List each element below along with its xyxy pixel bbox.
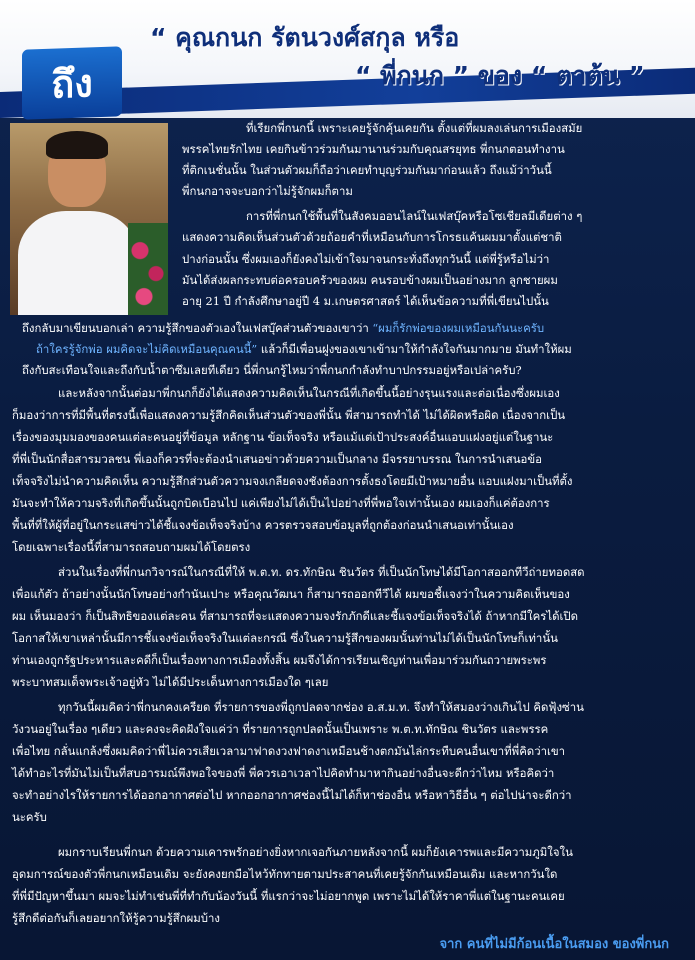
para4-line-5: ท่านเองถูกรัฐประหารและคดีก็เป็นเรื่องทางการเมืองทั้งสิ้น ผมจึงได้การเรียนเชิญท่านเพื่อมาร่วมกันถวายพระพร — [12, 653, 547, 667]
intro-line-4: พี่กนกอาจจะบอกว่าไม่รู้จักผมก็ตาม — [182, 184, 353, 198]
para4-line-4: โอกาสให้เขาเหล่านั้นมีการชี้แจงข้อเท็จจริงในแต่ละกรณี ซึ่งในความรู้สึกของผมนั้นท่านไม่ได้เป็นนักโทษก็เท่านั้น — [12, 631, 558, 645]
intro-line-8: มันได้ส่งผลกระทบต่อครอบครัวของผม คนรอบข้างผมเป็นอย่างมาก ลูกชายผม — [182, 273, 558, 287]
para5-line-3: เพื่อไทย กลั่นแกล้งซึ่งผมคิดว่าพี่ไม่ควรเสียเวลามาฟาดงวงฟาดงาเหมือนช้างตกมันไล่กระทืบคนอื่นเขาที่พี่คิดว่าเขา — [12, 744, 566, 758]
intro-line-3: ที่ติกเนชั่นนั้น ในส่วนตัวผมก็ถือว่าเคยทำบุญร่วมกันมาก่อนแล้ว ถึงแม้ว่าวันนี้ — [182, 163, 552, 177]
para3-line-3: เรื่องของมุมมองของคนแต่ละคนอยู่ที่ข้อมูล หลักฐาน ข้อเท็จจริง หรือแม้แต่เป้าประสงค์อื่นแอบแฝงอยู่แต่ในฐานะ — [12, 430, 554, 444]
photo-flowers — [128, 223, 168, 315]
para3-line-8: โดยเฉพาะเรื่องนี้ที่สามารถสอบถามผมได้โดยตรง — [12, 540, 251, 554]
para3-line-1: และหลังจากนั้นต่อมาพี่กนกก็ยังได้แสดงความคิดเห็นในกรณีที่เกิดขึ้นนี้อย่างรุนแรงและต่อเนื่องซึ่งผมเอง — [58, 386, 560, 400]
para3-line-4: ที่พี่เป็นนักสื่อสารมวลชน พี่เองก็ควรที่จะต้องนำเสนอข่าวด้วยความเป็นกลาง มีจรรยาบรรณ ในการนำเสนอข้อ — [12, 452, 543, 466]
intro-line-1: ที่เรียกพี่กนกนี้ เพราะเคยรู้จักคุ้นเคยกัน ตั้งแต่ที่ผมลงเล่นการเมืองสมัย — [246, 121, 583, 135]
para4-line-6: พระบาทสมเด็จพระเจ้าอยู่หัว ไม่ได้มีประเด็นทางการเมืองใด ๆเลย — [12, 675, 329, 689]
para3-line-5: เท็จจริงไม่นำความคิดเห็น ความรู้สึกส่วนตัวความจงเกลียดจงชังต้องการตั้งธงโดยมีเป้าหมายอื่น แอบแฝงมาเป็นที่ตั้ง — [12, 474, 573, 488]
para5-line-1: ทุกวันนี้ผมคิดว่าพี่กนกคงเครียด ที่รายการของพี่ถูกปลดจากช่อง อ.ส.ม.ท. จึงทำให้สมองว่างเกินไป คิดฟุ้งซ่าน — [58, 700, 584, 714]
para6-line-2: อุดมการณ์ของตัวพี่กนกเหมือนเดิม จะยังคงยกมือไหว้ทักทายตามประสาคนที่เคยรู้จักกันเหมือนเดิม และหากวันใด — [12, 867, 558, 881]
to-badge: ถึง — [22, 46, 122, 119]
para2-line-1 — [22, 318, 544, 339]
para5-line-2: วังวนอยู่ในเรื่อง ๆเดียว และคงจะคิดฝังใจแค่ว่า ที่รายการถูกปลดนั้นเป็นเพราะ พ.ต.ท.ทักษิณ ชินวัตร และพรรค — [12, 722, 549, 736]
intro-line-5: การที่พี่กนกใช้พื้นที่ในสังคมออนไลน์ในเฟสบุ๊คหรือโซเชียลมีเดียต่าง ๆ — [246, 209, 583, 223]
para3-line-2: ก็มองว่าการที่มีพื้นที่ตรงนี้เพื่อแสดงความรู้สึกคิดเห็นส่วนตัวของพี่นั้น พี่สามารถทำได้ ไม่ได้ผิดหรือผิด เนื่องจากเป็น — [12, 408, 566, 422]
para6-line-4: รู้สึกดีต่อกันก็เลยอยากให้รู้ความรู้สึกผมบ้าง — [12, 911, 220, 925]
son-quote-1: “ผมก็รักพ่อของผมเหมือนกันนะครับ — [372, 321, 545, 335]
para6-line-3: ที่พี่มีปัญหาขึ้นมา ผมจะไม่ทำเช่นพี่ที่ทำกับน้องวันนี้ ที่แรกว่าจะไม่อยากพูด เพราะไม่ได้ให้ราคาพี่แต่ในฐานะคนเคย — [12, 889, 565, 903]
para4-line-1: ส่วนในเรื่องที่พี่กนกวิจารณ์ในกรณีที่ให้ พ.ต.ท. ดร.ทักษิณ ชินวัตร ที่เป็นนักโทษได้มีโอกาสออกทีวีถ่ายทอดสด — [58, 565, 585, 579]
para3-line-7: พื้นที่ที่ให้ผู้ที่อยู่ในกระแสข่าวได้ชี้แจงข้อเท็จจริงบ้าง ควรตรวจสอบข้อมูลที่ถูกต้องก่อนนำเสนอเท่านั้นเอง — [12, 518, 514, 532]
signature: จาก คนที่ไม่มีก้อนเนื้อในสมอง ของพี่กนก — [439, 937, 669, 952]
para6-line-1: ผมกราบเรียนพี่กนก ด้วยความเคารพรักอย่างยิ่งหากเจอกันภายหลังจากนี้ ผมก็ยังเคารพและมีความภูมิใจใน — [58, 845, 573, 859]
para4-line-2: เพื่อแก้ตัว ถ้าอย่างนั้นนักโทษอย่างกำนันเปาะ หรือคุณวัฒนา ก็สามารถออกทีวีได้ ผมขอชี้แจงว่าในความคิดเห็นของ — [12, 587, 570, 601]
intro-line-2: พรรคไทยรักไทย เคยกินข้าวร่วมกันมานานร่วมกับคุณสรยุทธ พี่กนกตอนทำงาน — [182, 142, 565, 156]
para5-line-4: ได้ทำอะไรที่มันไม่เป็นที่สบอารมณ์พึงพอใจของพี่ พี่ควรเอาเวลาไปคิดทำมาหากินอย่างอื่นจะดีกว่าไหม หรือคิดว่า — [12, 766, 555, 780]
intro-line-7: ปางก่อนนั้น ซึ่งผมเองก็ยังคงไม่เข้าใจมาจนกระทั่งถึงทุกวันนี้ แต่พี่รู้หรือไม่ว่า — [182, 252, 550, 266]
para5-line-6: นะครับ — [12, 810, 47, 824]
author-photo — [10, 123, 168, 315]
intro-line-9: อายุ 21 ปี กำลังศึกษาอยู่ปี 4 ม.เกษตรศาสตร์ ได้เห็นข้อความที่พี่เขียนไปนั้น — [182, 294, 549, 308]
para4-line-3: ผม เห็นมองว่า ก็เป็นสิทธิของแต่ละคน ที่สามารถที่จะแสดงความจงรักภักดีและชี้แจงข้อเท็จจริงได้ ถ้าหากมีใครได้เปิด — [12, 609, 578, 623]
title-line-1: “ คุณกนก รัตนวงศ์สกุล หรือ — [150, 23, 460, 52]
photo-hair — [46, 131, 108, 159]
para2-line2-text: แล้วก็มีเพื่อนฝูงของเขาเข้ามาให้กำลังใจกันมากมาย มันทำให้ผม — [260, 342, 572, 356]
para5-line-5: จะทำอย่างไรให้รายการได้ออกอากาศต่อไป หากออกอากาศช่องนี้ไม่ได้ก็หาช่องอื่น หรือหาวิธีอื่น ๆ ต่อไปน่าจะดีกว่า — [12, 788, 572, 802]
para2-line-3: ถึงกับสะเทือนใจและถึงกับน้ำตาซึมเลยทีเดียว นี่พี่กนกรู้ไหมว่าพี่กนกกำลังทำบาปกรรมอยู่หรือเปล่าครับ? — [22, 363, 522, 377]
para3-line-6: มันจะทำให้ความจริงที่เกิดขึ้นนั้นถูกบิดเบือนไป แค่เพียงไม่ได้เป็นไปอย่างที่พี่พอใจเท่านั้นเอง ผมเองก็แค่ต้องการ — [12, 496, 550, 510]
title-line-2: “ พี่กนก ” ของ “ ตาต้น ” — [355, 61, 645, 90]
para2-line-2 — [36, 339, 572, 360]
intro-line-6: แสดงความคิดเห็นส่วนตัวด้วยถ้อยคำที่เหมือนกับการโกรธแค้นผมมาตั้งแต่ชาติ — [182, 230, 562, 244]
photo-shirt — [18, 211, 138, 315]
son-quote-2: ถ้าใครรู้จักพ่อ ผมคิดจะไม่คิดเหมือนคุณคนนี้” — [36, 342, 258, 356]
para2-line1-text: ถึงกลับมาเขียนบอกเล่า ความรู้สึกของตัวเองในเฟสบุ๊คส่วนตัวของเขาว่า — [22, 321, 369, 335]
